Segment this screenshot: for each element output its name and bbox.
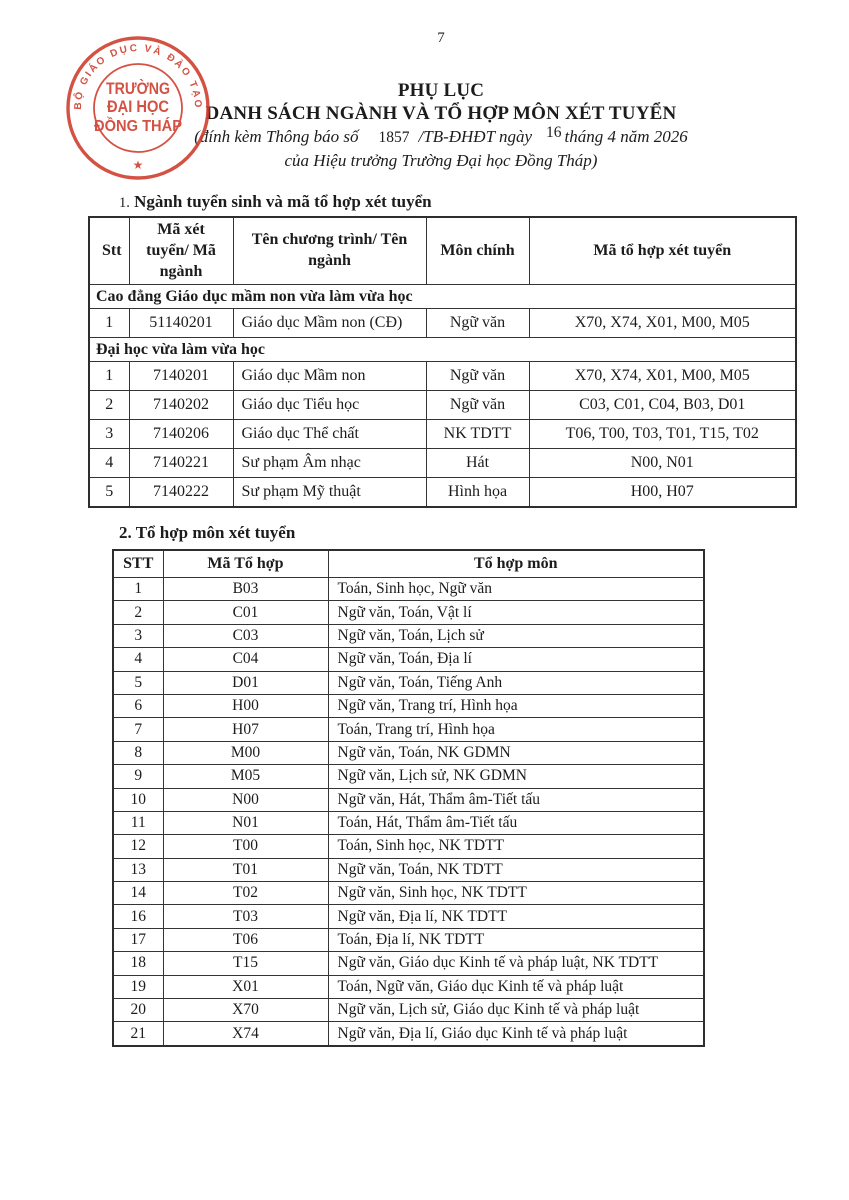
t2-cell: Toán, Sinh học, NK TDTT bbox=[328, 835, 704, 858]
table2-body bbox=[113, 578, 704, 1046]
t1-cell: 4 bbox=[89, 449, 129, 478]
t2-cell: 13 bbox=[113, 858, 163, 881]
t2-cell: 21 bbox=[113, 1022, 163, 1046]
t2-cell: M05 bbox=[163, 765, 328, 788]
t2-cell: 14 bbox=[113, 882, 163, 905]
t2-row bbox=[113, 905, 704, 928]
t1-cell: H00, H07 bbox=[529, 478, 796, 508]
t2-row bbox=[113, 858, 704, 881]
t2-row bbox=[113, 578, 704, 601]
table2-header-to-hop-mon: Tổ hợp môn bbox=[328, 550, 704, 578]
t2-cell: Toán, Địa lí, NK TDTT bbox=[328, 928, 704, 951]
stamp-line3: ĐỒNG THÁP bbox=[94, 118, 187, 135]
table1-section-row bbox=[89, 338, 796, 362]
t1-cell: 3 bbox=[89, 420, 129, 449]
stamp-star-icon: ★ bbox=[132, 158, 144, 172]
t1-cell: Giáo dục Thể chất bbox=[233, 420, 426, 449]
t1-row bbox=[89, 362, 796, 391]
t1-cell: C03, C01, C04, B03, D01 bbox=[529, 391, 796, 420]
table1-header-mon-chinh: Môn chính bbox=[426, 217, 529, 285]
table1-section-title: Cao đẳng Giáo dục mầm non vừa làm vừa học bbox=[89, 285, 796, 309]
t2-cell: D01 bbox=[163, 671, 328, 694]
t1-cell: 7140222 bbox=[129, 478, 233, 508]
note-line2: của Hiệu trưởng Trường Đại học Đồng Tháp) bbox=[284, 151, 598, 170]
t2-cell: T15 bbox=[163, 952, 328, 975]
t1-cell: X70, X74, X01, M00, M05 bbox=[529, 362, 796, 391]
t2-cell: C01 bbox=[163, 601, 328, 624]
t2-row bbox=[113, 975, 704, 998]
t2-cell: Ngữ văn, Toán, Địa lí bbox=[328, 648, 704, 671]
t1-cell: 1 bbox=[89, 309, 129, 338]
t2-cell: Ngữ văn, Hát, Thẩm âm-Tiết tấu bbox=[328, 788, 704, 811]
t2-cell: Ngữ văn, Toán, Lịch sử bbox=[328, 624, 704, 647]
t2-cell: T01 bbox=[163, 858, 328, 881]
t1-cell: Hình họa bbox=[426, 478, 529, 508]
t2-cell: Ngữ văn, Toán, NK TDTT bbox=[328, 858, 704, 881]
t2-cell: 11 bbox=[113, 811, 163, 834]
section1-heading bbox=[119, 192, 432, 212]
t2-cell: Toán, Trang trí, Hình họa bbox=[328, 718, 704, 741]
t2-row bbox=[113, 928, 704, 951]
t2-cell: T00 bbox=[163, 835, 328, 858]
t2-cell: Ngữ văn, Toán, Tiếng Anh bbox=[328, 671, 704, 694]
t2-cell: T03 bbox=[163, 905, 328, 928]
table1-section-title: Đại học vừa làm vừa học bbox=[89, 338, 796, 362]
stamp-line2: ĐẠI HỌC bbox=[107, 98, 170, 116]
t2-cell: 20 bbox=[113, 999, 163, 1022]
table1-header-ten-nganh: Tên chương trình/ Tên ngành bbox=[233, 217, 426, 285]
table1-header-ma-to-hop: Mã tổ hợp xét tuyển bbox=[529, 217, 796, 285]
t2-cell: 1 bbox=[113, 578, 163, 601]
t2-cell: X70 bbox=[163, 999, 328, 1022]
t2-row bbox=[113, 671, 704, 694]
t1-cell: T06, T00, T03, T01, T15, T02 bbox=[529, 420, 796, 449]
t1-cell: Hát bbox=[426, 449, 529, 478]
t1-cell: Giáo dục Tiểu học bbox=[233, 391, 426, 420]
t1-row bbox=[89, 309, 796, 338]
t2-cell: Ngữ văn, Địa lí, NK TDTT bbox=[328, 905, 704, 928]
table2-header-stt: STT bbox=[113, 550, 163, 578]
t2-cell: Ngữ văn, Địa lí, Giáo dục Kinh tế và pháp luật bbox=[328, 1022, 704, 1046]
notice-number: 1857 bbox=[378, 129, 410, 146]
t1-cell: 2 bbox=[89, 391, 129, 420]
t2-cell: Ngữ văn, Toán, NK GDMN bbox=[328, 741, 704, 764]
t2-cell: 4 bbox=[113, 648, 163, 671]
t2-cell: N01 bbox=[163, 811, 328, 834]
section2-heading: 2. Tổ hợp môn xét tuyển bbox=[119, 523, 296, 542]
document-title: DANH SÁCH NGÀNH VÀ TỔ HỢP MÔN XÉT TUYỂN bbox=[205, 103, 677, 124]
t2-row bbox=[113, 741, 704, 764]
note-suffix: tháng 4 năm 2026 bbox=[564, 127, 688, 146]
t2-cell: 8 bbox=[113, 741, 163, 764]
note-prefix: (đính kèm Thông báo số bbox=[194, 127, 359, 146]
t2-row bbox=[113, 648, 704, 671]
t2-cell: X74 bbox=[163, 1022, 328, 1046]
t1-cell: 7140206 bbox=[129, 420, 233, 449]
t2-row bbox=[113, 765, 704, 788]
t2-cell: Toán, Sinh học, Ngữ văn bbox=[328, 578, 704, 601]
t2-cell: 5 bbox=[113, 671, 163, 694]
t2-cell: B03 bbox=[163, 578, 328, 601]
t2-cell: 10 bbox=[113, 788, 163, 811]
admission-majors-table bbox=[88, 216, 797, 508]
t2-cell: Toán, Ngữ văn, Giáo dục Kinh tế và pháp luật bbox=[328, 975, 704, 998]
t2-cell: C04 bbox=[163, 648, 328, 671]
t2-cell: Ngữ văn, Toán, Vật lí bbox=[328, 601, 704, 624]
t2-cell: H00 bbox=[163, 694, 328, 717]
table2-header-ma-to-hop: Mã Tổ hợp bbox=[163, 550, 328, 578]
t2-cell: 2 bbox=[113, 601, 163, 624]
t2-cell: N00 bbox=[163, 788, 328, 811]
t2-cell: 12 bbox=[113, 835, 163, 858]
t2-cell: 19 bbox=[113, 975, 163, 998]
t1-cell: 7140201 bbox=[129, 362, 233, 391]
t1-row bbox=[89, 420, 796, 449]
t1-cell: X70, X74, X01, M00, M05 bbox=[529, 309, 796, 338]
t2-row bbox=[113, 811, 704, 834]
t2-cell: H07 bbox=[163, 718, 328, 741]
t2-cell: C03 bbox=[163, 624, 328, 647]
t1-cell: Giáo dục Mầm non (CĐ) bbox=[233, 309, 426, 338]
t2-row bbox=[113, 882, 704, 905]
table1-header-ma-xet-tuyen: Mã xét tuyển/ Mã ngành bbox=[129, 217, 233, 285]
table1-header-stt: Stt bbox=[89, 217, 129, 285]
t1-cell: Sư phạm Mỹ thuật bbox=[233, 478, 426, 508]
table1-section-row bbox=[89, 285, 796, 309]
page-number: 7 bbox=[437, 30, 445, 46]
t1-cell: 5 bbox=[89, 478, 129, 508]
t2-row bbox=[113, 999, 704, 1022]
stamp-ring-text: BỘ GIÁO DỤC VÀ ĐÀO TẠO bbox=[72, 42, 204, 110]
t1-row bbox=[89, 478, 796, 508]
t2-row bbox=[113, 694, 704, 717]
t1-cell: N00, N01 bbox=[529, 449, 796, 478]
t2-cell: Ngữ văn, Sinh học, NK TDTT bbox=[328, 882, 704, 905]
t2-row bbox=[113, 601, 704, 624]
t1-cell: NK TDTT bbox=[426, 420, 529, 449]
t1-row bbox=[89, 391, 796, 420]
t2-cell: Ngữ văn, Lịch sử, Giáo dục Kinh tế và pháp luật bbox=[328, 999, 704, 1022]
t2-cell: 17 bbox=[113, 928, 163, 951]
t2-row bbox=[113, 624, 704, 647]
t2-cell: Ngữ văn, Lịch sử, NK GDMN bbox=[328, 765, 704, 788]
subject-combinations-table bbox=[112, 549, 705, 1047]
t2-cell: T06 bbox=[163, 928, 328, 951]
t2-cell: T02 bbox=[163, 882, 328, 905]
t1-cell: Giáo dục Mầm non bbox=[233, 362, 426, 391]
t2-row bbox=[113, 835, 704, 858]
stamp-line1: TRƯỜNG bbox=[106, 80, 181, 98]
t2-cell: 3 bbox=[113, 624, 163, 647]
t1-cell: Sư phạm Âm nhạc bbox=[233, 449, 426, 478]
t2-cell: X01 bbox=[163, 975, 328, 998]
t2-cell: 18 bbox=[113, 952, 163, 975]
notice-day: 16 bbox=[546, 124, 562, 141]
table2-header-row bbox=[113, 550, 704, 578]
section1-number: 1. bbox=[119, 195, 130, 211]
t1-cell: Ngữ văn bbox=[426, 362, 529, 391]
section1-title: Ngành tuyển sinh và mã tổ hợp xét tuyển bbox=[134, 192, 432, 211]
t1-cell: Ngữ văn bbox=[426, 391, 529, 420]
t1-cell: Ngữ văn bbox=[426, 309, 529, 338]
t2-cell: Ngữ văn, Giáo dục Kinh tế và pháp luật, NK TDTT bbox=[328, 952, 704, 975]
t2-row bbox=[113, 718, 704, 741]
t2-cell: 9 bbox=[113, 765, 163, 788]
t2-cell: Toán, Hát, Thẩm âm-Tiết tấu bbox=[328, 811, 704, 834]
table1-body bbox=[89, 285, 796, 508]
t2-cell: Ngữ văn, Trang trí, Hình họa bbox=[328, 694, 704, 717]
t1-cell: 51140201 bbox=[129, 309, 233, 338]
t2-row bbox=[113, 952, 704, 975]
t1-cell: 7140221 bbox=[129, 449, 233, 478]
t2-row bbox=[113, 788, 704, 811]
t1-cell: 1 bbox=[89, 362, 129, 391]
t2-cell: 7 bbox=[113, 718, 163, 741]
t1-cell: 7140202 bbox=[129, 391, 233, 420]
note-mid: /TB-ĐHĐT ngày bbox=[418, 127, 533, 146]
appendix-label: PHỤ LỤC bbox=[397, 80, 485, 101]
t2-row bbox=[113, 1022, 704, 1046]
t2-cell: M00 bbox=[163, 741, 328, 764]
t2-cell: 6 bbox=[113, 694, 163, 717]
t1-row bbox=[89, 449, 796, 478]
university-seal-stamp bbox=[64, 34, 212, 182]
t2-cell: 16 bbox=[113, 905, 163, 928]
table1-header-row bbox=[89, 217, 796, 285]
